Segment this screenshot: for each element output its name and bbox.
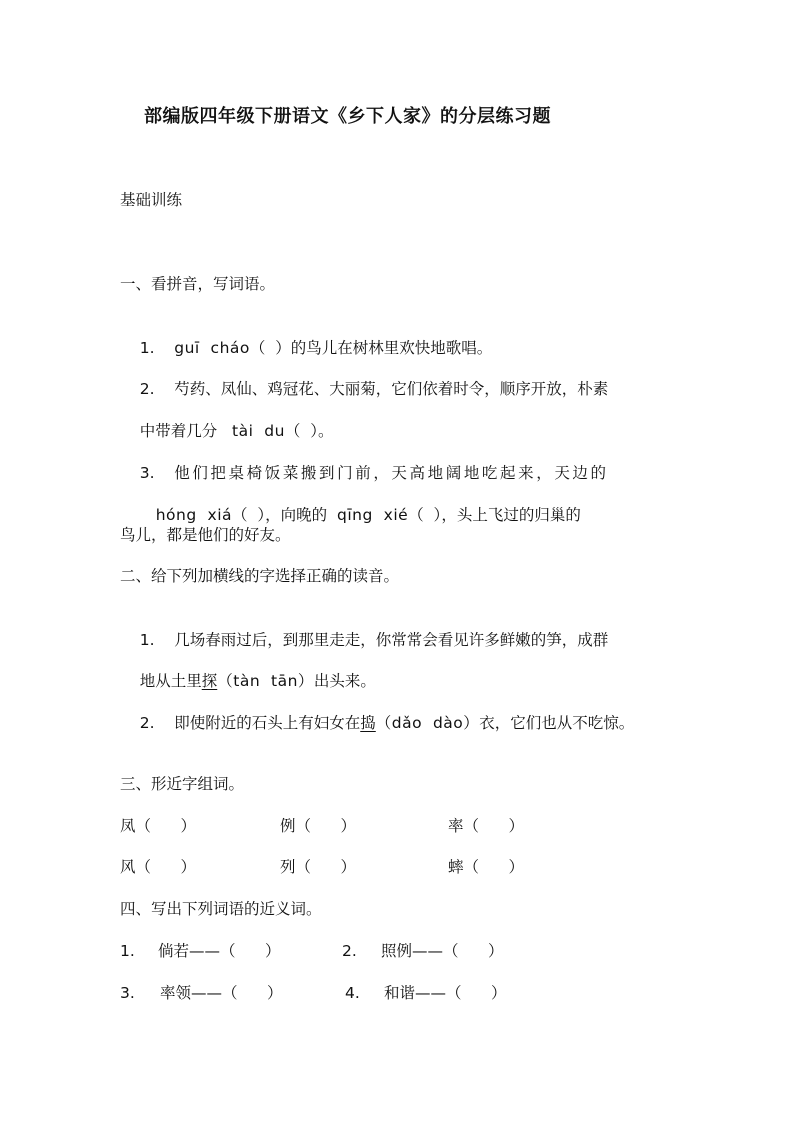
q2-item2-post: 衣，它们也从不吃惊。 bbox=[479, 714, 635, 732]
document-title: 部编版四年级下册语文《乡下人家》的分层练习题 bbox=[144, 106, 551, 127]
q4-item2-word: 照例——（ ） bbox=[381, 942, 504, 960]
q1-heading: 一、看拼音，写词语。 bbox=[120, 275, 276, 293]
q3-heading: 三、形近字组词。 bbox=[120, 775, 245, 793]
q4-item1-num: 1. bbox=[120, 942, 135, 960]
q1-item3-line3: 鸟儿，都是他们的好友。 bbox=[120, 526, 291, 544]
q1-item3-text1: 他们把桌椅饭菜搬到门前，天高地阔地吃起来，天边的 bbox=[174, 464, 609, 482]
q3-row1-cell3: 率（ ） bbox=[448, 817, 525, 835]
q3-row2-cell3: 蟀（ ） bbox=[448, 858, 525, 876]
section-basic-training: 基础训练 bbox=[120, 191, 183, 209]
q1-item1-blank: （ ） bbox=[249, 339, 291, 357]
q3-row2-cell2: 列（ ） bbox=[280, 858, 357, 876]
q2-item1-text2-pre: 地从土里 bbox=[139, 672, 202, 690]
q1-item1-text: 的鸟儿在树林里欢快地歌唱。 bbox=[290, 339, 493, 357]
q1-item3-mid: ，向晚的 bbox=[265, 506, 328, 524]
q1-item3-pinyin-a: hóng xiá bbox=[155, 506, 233, 524]
q4-item3-num: 3. bbox=[120, 984, 135, 1002]
q2-item2 bbox=[120, 690, 634, 756]
q1-item2-pinyin: tài du bbox=[232, 422, 285, 440]
q1-item2-text2-pre: 中带着几分 bbox=[139, 422, 218, 440]
q3-row1-cell1: 凤（ ） bbox=[120, 817, 197, 835]
q4-item3-word: 率领——（ ） bbox=[160, 984, 283, 1002]
q2-item1-options: （tàn tān） bbox=[217, 672, 314, 690]
q1-item3-num: 3. bbox=[139, 464, 155, 482]
q3-row1-cell2: 例（ ） bbox=[280, 817, 357, 835]
q2-item2-pre: 即使附近的石头上有妇女在 bbox=[174, 714, 361, 732]
q2-item1-underlined-char: 探 bbox=[201, 672, 218, 690]
q1-item2-text2-post: 。 bbox=[318, 422, 334, 440]
q2-item1-text2-post: 出头来。 bbox=[313, 672, 376, 690]
q2-item2-options: （dǎo dào） bbox=[375, 714, 480, 732]
q3-row2-cell1: 风（ ） bbox=[120, 858, 197, 876]
q1-item3-tail: ，头上飞过的归巢的 bbox=[441, 506, 581, 524]
q1-item1-pinyin: guī cháo bbox=[174, 339, 250, 357]
q1-item1-num: 1. bbox=[139, 339, 155, 357]
q2-item1-num: 1. bbox=[139, 631, 155, 649]
q4-item4-num: 4. bbox=[345, 984, 360, 1002]
q4-heading: 四、写出下列词语的近义词。 bbox=[120, 900, 322, 918]
q2-heading: 二、给下列加横线的字选择正确的读音。 bbox=[120, 567, 400, 585]
q4-item2-num: 2. bbox=[342, 942, 357, 960]
q1-item2-blank: （ ） bbox=[284, 422, 319, 440]
q1-item2-num: 2. bbox=[139, 380, 155, 398]
q1-item3-blank-a: （ ） bbox=[232, 506, 266, 524]
q1-item3-blank-b: （ ） bbox=[408, 506, 442, 524]
q4-item4-word: 和谐——（ ） bbox=[384, 984, 507, 1002]
q1-item2-text1: 芍药、凤仙、鸡冠花、大丽菊，它们依着时令，顺序开放，朴素 bbox=[174, 380, 609, 398]
q2-item1-text1: 几场春雨过后，到那里走走，你常常会看见许多鲜嫩的笋，成群 bbox=[174, 631, 609, 649]
q4-item1-word: 倘若——（ ） bbox=[158, 942, 281, 960]
q2-item2-num: 2. bbox=[139, 714, 155, 732]
q1-item3-pinyin-b: qīng xié bbox=[337, 506, 409, 524]
q2-item2-underlined-char: 捣 bbox=[360, 714, 376, 732]
